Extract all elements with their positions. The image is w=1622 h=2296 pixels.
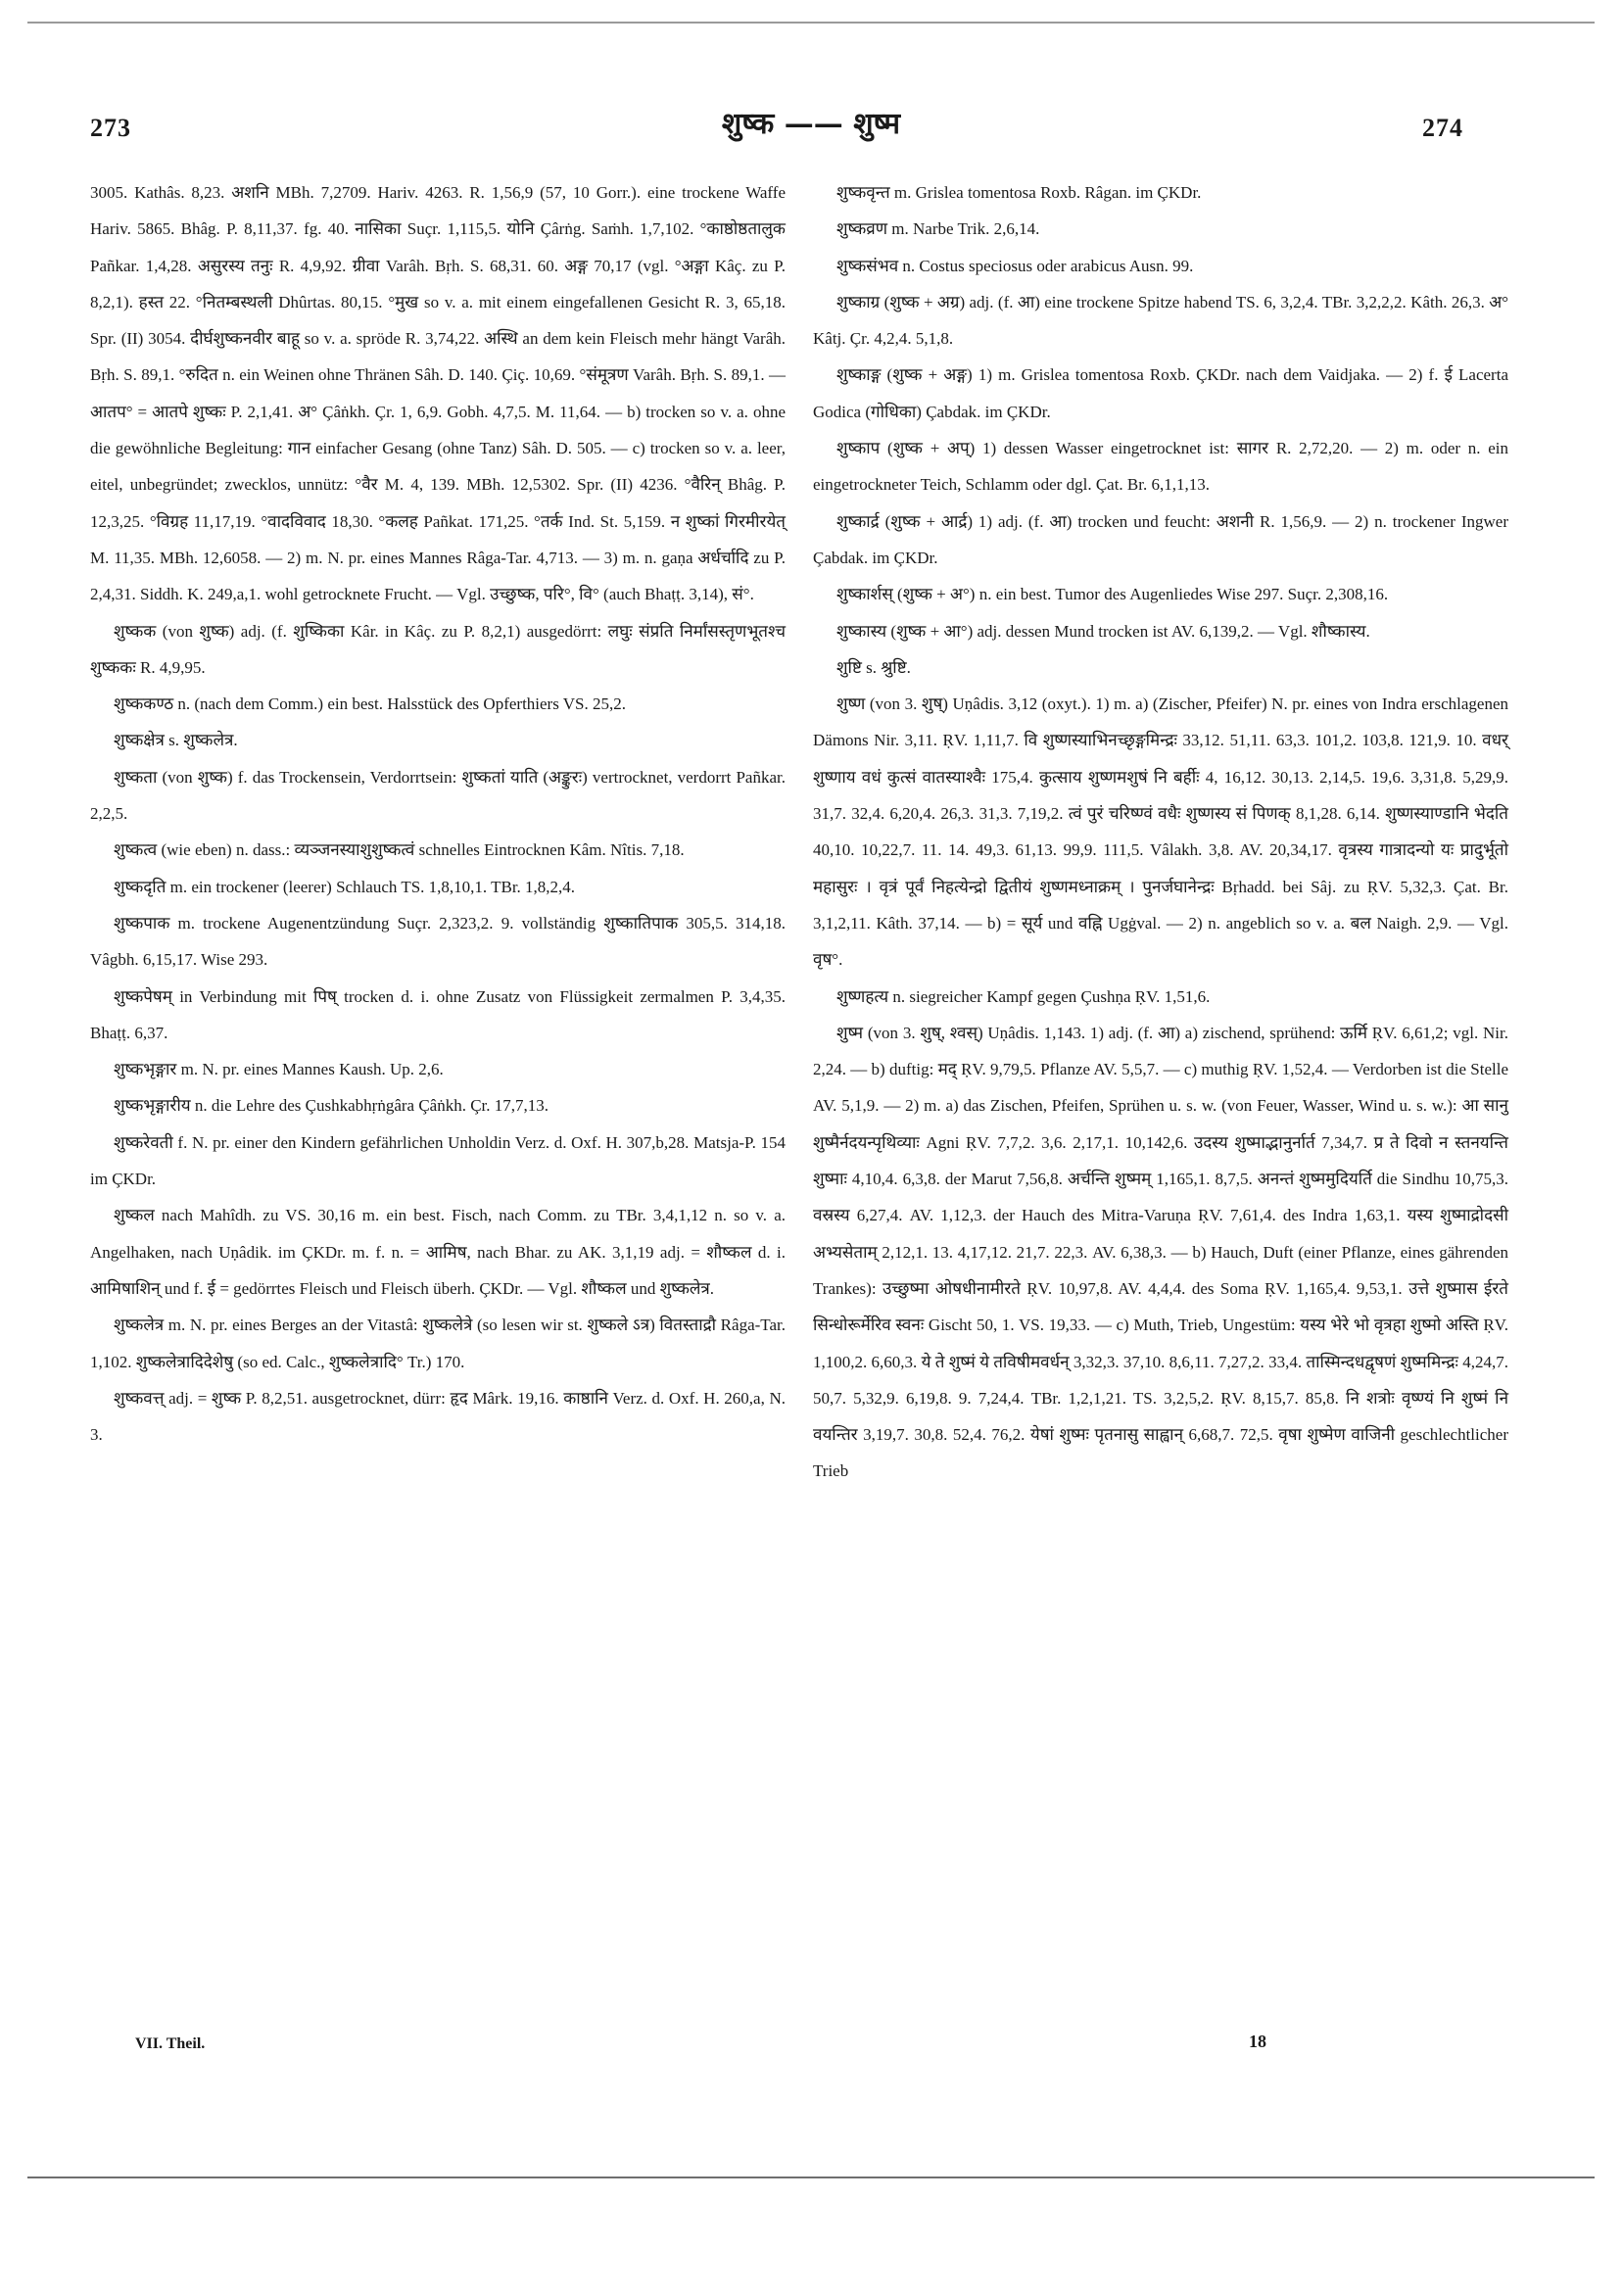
dictionary-entry: शुष्काङ्ग (शुष्क + अङ्ग) 1) m. Grislea tomentosa Roxb. ÇKDr. nach dem Vaidjaka. — 2) f. ई Lacerta Godica (गोधिका) Çabdak. im ÇKDr. (813, 365, 1508, 421)
dictionary-entry: शुष्काग्र (शुष्क + अग्र) adj. (f. आ) eine trockene Spitze habend TS. 6, 3,2,4. TBr. 3,2,2,2. Kâth. 26,3. अ° Kâtj. Çr. 4,2,4. 5,1,8. (813, 292, 1508, 349)
dictionary-entry: शुष्कव्रण m. Narbe Trik. 2,6,14. (836, 219, 1040, 239)
entry-continuation: 3005. Kathâs. 8,23. अशनि MBh. 7,2709. Hariv. 4263. R. 1,56,9 (57, 10 Gorr.). eine trockene Waffe Hariv. 5865. Bhâg. P. 8,11,37. fg. 40. नासिका Suçr. 1,115,5. योनि Çârṅg. Saṁh. 1,7,102. °काष्ठोष्ठतालुक Pañkar. 1,4,28. असुरस्य तनुः R. 4,9,92. ग्रीवा Varâh. Bṛh. S. 68,31. 60. अङ्ग 70,17 (vgl. °अङ्गा Kâç. zu P. 8,2,1). हस्त 22. °नितम्बस्थली Dhûrtas. 80,15. °मुख so v. a. mit einem eingefallenen Gesicht R. 3, 65,18. Spr. (II) 3054. दीर्घशुष्कनवीर बाहू so v. a. spröde R. 3,74,22. अस्थि an dem kein Fleisch mehr hängt Varâh. Bṛh. S. 89,1. °रुदित n. ein Weinen ohne Thränen Sâh. D. 140. Çiç. 10,69. °संमूत्रण Varâh. Bṛh. S. 89,1. — आतप° = आतपे शुष्कः P. 2,1,41. अ° Çâṅkh. Çr. 1, 6,9. Gobh. 4,7,5. M. 11,64. — b) trocken so v. a. ohne die gewöhnliche Begleitung: गान einfacher Gesang (ohne Tanz) Sâh. D. 505. — c) trocken so v. a. leer, eitel, unbegründet; zwecklos, unnütz: °वैर M. 4, 139. MBh. 12,5302. Spr. (II) 4236. °वैरिन् Bhâg. P. 12,3,25. °विग्रह 11,17,19. °वादविवाद 18,30. °कलह Pañkat. 171,25. °तर्क Ind. St. 5,159. न शुष्कां गिरमीरयेत् M. 11,35. MBh. 12,6058. — 2) m. N. pr. eines Mannes Râga-Tar. 4,713. — 3) m. n. gaṇa अर्धर्चादि zu P. 2,4,31. Siddh. K. 249,a,1. wohl getrocknete Frucht. — Vgl. उच्छुष्क, परि°, वि° (auch Bhaṭṭ. 3,14), सं°. (90, 183, 786, 604)
dictionary-entry: शुष्कल nach Mahîdh. zu VS. 30,16 m. ein best. Fisch, nach Comm. zu TBr. 3,4,1,12 n. so v. a. Angelhaken, nach Uṇâdik. im ÇKDr. m. f. n. = आमिष, nach Bhar. zu AK. 3,1,19 adj. = शौष्कल d. i. आमिषाशिन् und f. ई = gedörrtes Fleisch und Fleisch überh. ÇKDr. — Vgl. शौष्कल und शुष्कलेत्र. (90, 1206, 786, 1298)
dictionary-entry: शुष्कक (von शुष्क) adj. (f. शुष्किका Kâr. in Kâç. zu P. 8,2,1) ausgedörrt: लघुः संप्रति निर्मांसस्तृणभूतश्च शुष्ककः R. 4,9,95. (90, 621, 786, 677)
dictionary-entry: शुष्ककण्ठ n. (nach dem Comm.) ein best. Halsstück des Opferthiers VS. 25,2. (114, 694, 627, 714)
dictionary-entry: शुष्करेवती f. N. pr. einer den Kindern gefährlichen Unholdin Verz. d. Oxf. H. 307,b,28. Matsja-P. 154 im ÇKDr. (90, 1132, 786, 1189)
dictionary-entry: शुष्णहत्य n. siegreicher Kampf gegen Çushṇa ṚV. 1,51,6. (836, 986, 1211, 1006)
dictionary-entry: शुष्कार्शस् (शुष्क + अ°) n. ein best. Tumor des Augenliedes Wise 297. Suçr. 2,308,16. (836, 585, 1389, 604)
right-column (813, 174, 1508, 1490)
dictionary-entry: शुष्कता (von शुष्क) f. das Trockensein, Verdorrtsein: शुष्कतां याति (अङ्कुरः) vertrocknet, verdorrt Pañkar. 2,2,5. (90, 767, 786, 824)
dictionary-entry: शुष्म (von 3. शुष्, श्वस्) Uṇâdis. 1,143. 1) adj. (f. आ) a) zischend, sprühend: ऊर्मि ṚV. 6,61,2; vgl. Nir. 2,24. — b) duftig: मद् ṚV. 9,79,5. Pflanze AV. 5,5,7. — c) muthig ṚV. 1,52,4. — Verdorben ist die Stelle AV. 5,1,9. — 2) m. a) das Zischen, Pfeifen, Sprühen u. s. w. (von Feuer, Wasser, Wind u. s. w.): आ सानु शुष्मैर्नदयन्पृथिव्याः Agni ṚV. 7,7,2. 3,6. 2,17,1. 10,142,6. उदस्य शुष्माद्भानुर्नार्त 7,34,7. प्र ते दिवो न स्तनयन्ति शुष्माः 4,10,4. 6,3,8. der Marut 7,56,8. अर्चन्ति शुष्मम् 1,165,1. 8,7,5. अनन्तं शुष्ममुदियर्ति die Sindhu 10,75,3. वस्रस्य 6,27,4. AV. 1,12,3. der Hauch des Mitra-Varuṇa ṚV. 7,61,4. des Indra 1,63,1. यस्य शुष्माद्रोदसी अभ्यसेताम् 2,12,1. 13. 4,17,12. 21,7. 22,3. AV. 6,38,3. — b) Hauch, Duft (einer Pflanze, eines gährenden Trankes): उच्छुष्मा ओषधीनामीरते ṚV. 10,97,8. AV. 4,4,4. des Soma ṚV. 1,165,4. 9,53,1. उत्ते शुष्मास ईरते सिन्धोरूर्मेरिव स्वनः Gischt 50, 1. VS. 19,33. — c) Muth, Trieb, Ungestüm: यस्य भेरे भो वृत्रहा शुष्मो अस्ति ṚV. 1,100,2. 6,60,3. ये ते शुष्मं ये तविषीमवर्धन् 3,32,3. 37,10. 8,6,11. 7,27,2. 33,4. तास्मिन्दधद्वृषणं शुष्ममिन्द्रः 4,24,7. 50,7. 5,32,9. 6,19,8. 9. 7,24,4. TBr. 1,2,1,21. TS. 3,2,5,2. ṚV. 8,15,7. 85,8. नि शत्रोः वृष्ण्यं नि शुष्मं नि वयन्तिर 3,19,7. 30,8. 52,4. 76,2. येषां शुष्मः पृतनासु साह्वान् 6,68,7. 72,5. वृषा शुष्मेण वाजिनी geschlechtlicher Trieb (813, 1023, 1508, 1481)
right-page-number: 274 (1422, 114, 1463, 142)
dictionary-entry: शुष्कार्द्र (शुष्क + आर्द्र) 1) adj. (f. आ) trocken und feucht: अशनी R. 1,56,9. — 2) n. trockener Ingwer Çabdak. im ÇKDr. (813, 511, 1508, 567)
dictionary-entry: शुष्कपाक m. trockene Augenentzündung Suçr. 2,323,2. 9. vollständig शुष्कातिपाक 305,5. 314,18. Vâgbh. 6,15,17. Wise 293. (90, 913, 786, 970)
signature-mark: 18 (1249, 2032, 1266, 2051)
dictionary-entry: शुष्कलेत्र m. N. pr. eines Berges an der Vitastâ: शुष्कलेत्रे (so lesen wir st. शुष्कले ऽत्र) वितस्ताद्रौ Râga-Tar. 1,102. शुष्कलेत्रादिदेशेषु (so ed. Calc., शुष्कलेत्रादि° Tr.) 170. (90, 1315, 786, 1371)
scan-edge-top (27, 22, 1595, 24)
dictionary-entry: शुष्काप (शुष्क + अप्) 1) dessen Wasser eingetrocknet ist: सागर R. 2,72,20. — 2) m. oder n. ein eingetrockneter Teich, Schlamm oder dgl. Çat. Br. 6,1,1,13. (813, 439, 1508, 495)
dictionary-entry: शुष्कभृङ्गार m. N. pr. eines Mannes Kaush. Up. 2,6. (114, 1060, 444, 1079)
volume-mark: VII. Theil. (135, 2035, 206, 2052)
dictionary-entry: शुष्कभृङ्गारीय n. die Lehre des Çushkabhṛṅgâra Çâṅkh. Çr. 17,7,13. (114, 1096, 549, 1116)
dictionary-entry: शुष्टि s. श्रुष्टि. (836, 657, 911, 677)
dictionary-entry: शुष्कपेषम् in Verbindung mit पिष् trocken d. i. ohne Zusatz von Flüssigkeit zermalmen P. 3,4,35. Bhaṭṭ. 6,37. (90, 986, 786, 1042)
left-column (90, 174, 786, 1453)
dictionary-entry: शुष्कत्व (wie eben) n. dass.: व्यञ्जनस्याशुशुष्कत्वं schnelles Eintrocknen Kâm. Nîtis. 7,18. (114, 840, 685, 860)
dictionary-entry: शुष्कवत्त् adj. = शुष्क P. 8,2,51. ausgetrocknet, dürr: हृद Mârk. 19,16. काष्ठानि Verz. d. Oxf. H. 260,a, N. 3. (90, 1388, 786, 1445)
dictionary-entry: शुष्कक्षेत्र s. शुष्कलेत्र. (114, 731, 238, 750)
dictionary-entry: शुष्ण (von 3. शुष्) Uṇâdis. 3,12 (oxyt.). 1) m. a) (Zischer, Pfeifer) N. pr. eines von Indra erschlagenen Dämons Nir. 3,11. ṚV. 1,11,7. वि शुष्णस्याभिनच्छृङ्गमिन्द्रः 33,12. 51,11. 63,3. 101,2. 103,8. 121,9. 10. वधर् शुष्णाय वधं कुत्सं वातस्याश्वैः 175,4. कुत्साय शुष्णमशुषं नि बर्हीः 4, 16,12. 30,13. 2,14,5. 19,6. 3,31,8. 5,29,9. 31,7. 32,4. 6,20,4. 26,3. 31,3. 7,19,2. त्वं पुरं चरिष्ण्वं वधैः शुष्णस्य सं पिणक् 8,1,28. 6,14. शुष्णस्याण्डानि भेदति 40,10. 10,22,7. 11. 14. 49,3. 61,13. 99,9. 111,5. Vâlakh. 3,8. AV. 20,34,17. वृत्रस्य गात्रादन्यो यः प्रादुर्भूतो महासुरः । वृत्रं पूर्वं निहत्येन्द्रो द्वितीयं शुष्णमध्नाक्रम् । पुनर्जघानेन्द्रः Bṛhadd. bei Sâj. zu ṚV. 5,32,3. Çat. Br. 3,1,2,11. Kâth. 37,14. — b) = सूर्य und वह्नि Ugġval. — 2) n. angeblich so v. a. बल Naigh. 2,9. — Vgl. वृष°. (813, 694, 1508, 970)
left-page-number: 273 (90, 114, 131, 142)
running-head: शुष्क —— शुष्म (721, 107, 901, 141)
dictionary-entry: शुष्कदृति m. ein trockener (leerer) Schlauch TS. 1,8,10,1. TBr. 1,8,2,4. (114, 877, 576, 896)
dictionary-entry: शुष्कास्य (शुष्क + आ°) adj. dessen Mund trocken ist AV. 6,139,2. — Vgl. शौष्कास्य. (836, 621, 1370, 641)
dictionary-entry: शुष्कसंभव n. Costus speciosus oder arabicus Ausn. 99. (836, 256, 1194, 275)
dictionary-entry: शुष्कवृन्त m. Grislea tomentosa Roxb. Râgan. im ÇKDr. (836, 183, 1202, 202)
scan-edge-bottom (27, 2176, 1595, 2178)
